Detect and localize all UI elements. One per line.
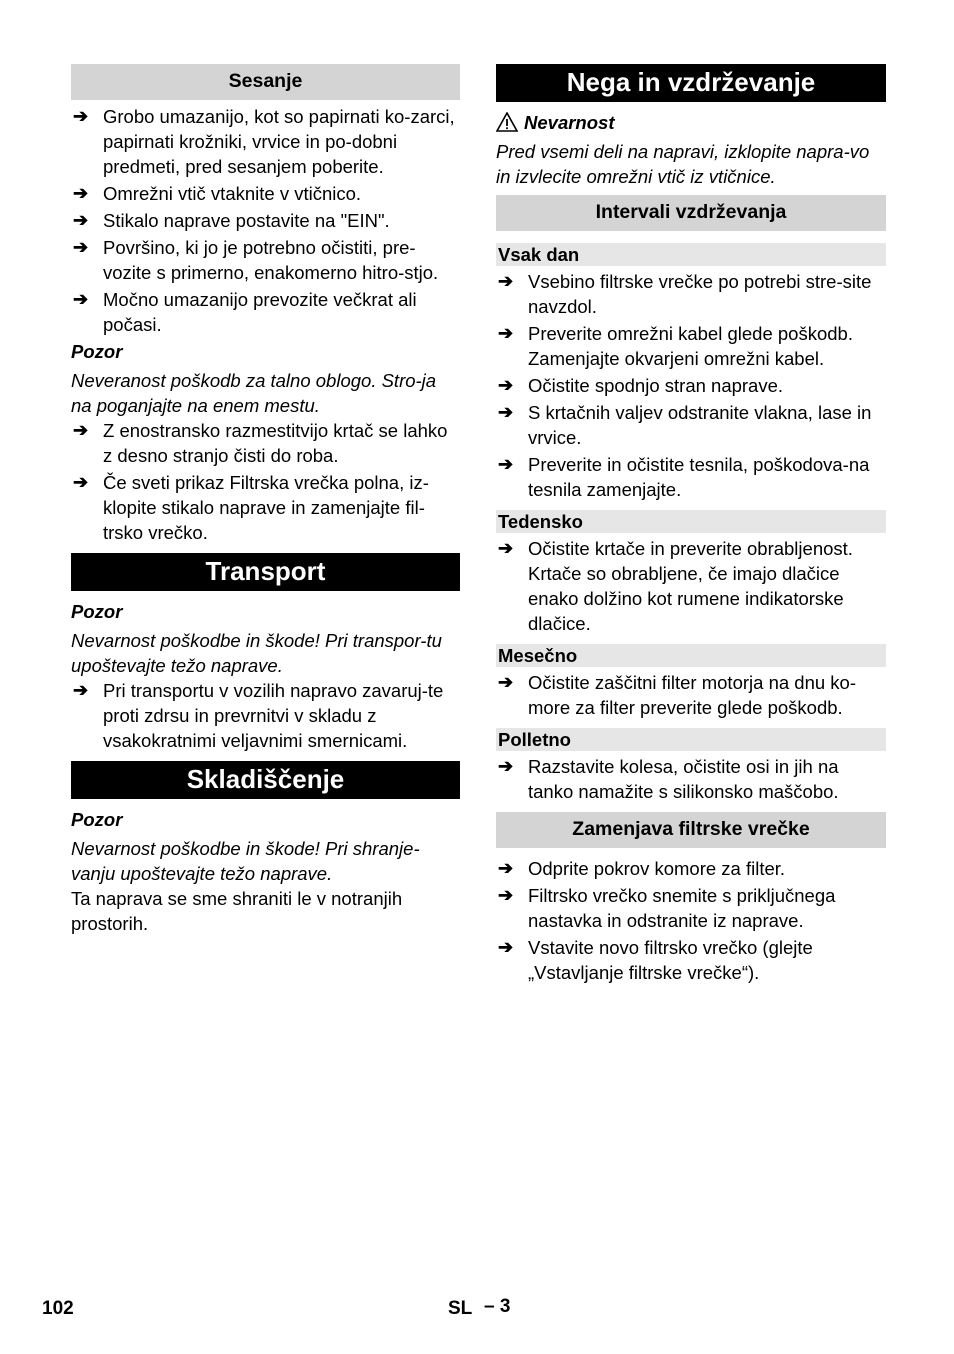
arrow-right-icon: ➔ [73, 420, 89, 440]
section-heading-sesanje: Sesanje [71, 64, 460, 100]
subheading-daily: Vsak dan [496, 243, 886, 266]
subheading-yearly: Polletno [496, 728, 886, 751]
list-item: ➔ Preverite omrežni kabel glede poškodb. Zamenjajte okvarjeni omrežni kabel. [498, 323, 853, 369]
list-item: ➔ Stikalo naprave postavite na "EIN". [73, 210, 390, 231]
warning-triangle-icon [496, 112, 518, 132]
danger-title: Nevarnost [524, 112, 615, 133]
list-item: ➔ Vsebino filtrske vrečke po potrebi stre-site navzdol. [498, 271, 872, 317]
monthly-list [496, 670, 886, 720]
section-heading-transport: Transport [71, 553, 460, 591]
section-heading-filter: Zamenjava filtrske vrečke [496, 812, 886, 848]
note-title: Pozor [71, 601, 123, 622]
list-item: ➔ Očistite zaščitni filter motorja na dnu ko-more za filter preverite glede poškodb. [498, 672, 856, 718]
arrow-right-icon: ➔ [498, 672, 514, 692]
list-item: ➔ Pri transportu v vozilih napravo zavaruj-te proti zdrsu in prevrnitvi v skladu z vsakokratnimi veljavnimi smernicami. [73, 680, 444, 751]
arrow-right-icon: ➔ [498, 271, 514, 291]
list-item: ➔ Vstavite novo filtrsko vrečko (glejte „Vstavljanje filtrske vrečke“). [498, 937, 813, 983]
arrow-right-icon: ➔ [498, 402, 514, 422]
danger-text: Pred vsemi deli na napravi, izklopite napra-vo in izvlecite omrežni vtič iz vtičnice. [496, 141, 870, 187]
list-item: ➔ Filtrsko vrečko snemite s priključnega nastavka in odstranite iz naprave. [498, 885, 836, 931]
page-number: 102 [42, 1298, 74, 1319]
arrow-right-icon: ➔ [498, 323, 514, 343]
section-heading-skladiscenje: Skladiščenje [71, 761, 460, 799]
list-item: ➔ Površino, ki jo je potrebno očistiti, pre-vozite s primerno, enakomerno hitro-stjo. [73, 237, 439, 283]
yearly-list [496, 754, 886, 804]
arrow-right-icon: ➔ [498, 375, 514, 395]
list-item: ➔ Grobo umazanijo, kot so papirnati ko-zarci, papirnati krožniki, vrvice in po-dobni predmeti, pred sesanjem poberite. [73, 106, 455, 177]
arrow-right-icon: ➔ [498, 885, 514, 905]
right-column [496, 64, 886, 987]
arrow-right-icon: ➔ [498, 538, 514, 558]
list-item: ➔ Z enostransko razmestitvijo krtač se lahko z desno stranjo čisti do roba. [73, 420, 448, 466]
list-item: ➔ Očistite spodnjo stran naprave. [498, 375, 784, 396]
arrow-right-icon: ➔ [73, 237, 89, 257]
transport-list [71, 678, 460, 753]
list-item: ➔ Če sveti prikaz Filtrska vrečka polna, iz-klopite stikalo naprave in zamenjajte fil-trsko vrečko. [73, 472, 429, 543]
subheading-weekly: Tedensko [496, 510, 886, 533]
list-item: ➔ Omrežni vtič vtaknite v vtičnico. [73, 183, 362, 204]
list-item: ➔ S krtačnih valjev odstranite vlakna, lase in vrvice. [498, 402, 872, 448]
language-code: SL [448, 1298, 473, 1319]
weekly-list [496, 536, 886, 636]
arrow-right-icon: ➔ [73, 106, 89, 126]
arrow-right-icon: ➔ [73, 680, 89, 700]
list-item: ➔ Odprite pokrov komore za filter. [498, 858, 786, 879]
arrow-right-icon: ➔ [73, 210, 89, 230]
list-item: ➔ Močno umazanijo prevozite večkrat ali počasi. [73, 289, 417, 335]
note-title: Pozor [71, 809, 123, 830]
subheading-monthly: Mesečno [496, 644, 886, 667]
section-page: – 3 [484, 1296, 511, 1317]
section-heading-nega: Nega in vzdrževanje [496, 64, 886, 102]
list-item: ➔ Razstavite kolesa, očistite osi in jih na tanko namažite s silikonsko maščobo. [498, 756, 839, 802]
filter-list [496, 856, 886, 985]
note-text: Neveranost poškodb za talno oblogo. Stro-ja na poganjajte na enem mestu. [71, 370, 437, 416]
arrow-right-icon: ➔ [73, 183, 89, 203]
note-text: Nevarnost poškodbe in škode! Pri shranje-vanju upoštevajte težo naprave. [71, 838, 420, 884]
daily-list [496, 269, 886, 502]
arrow-right-icon: ➔ [498, 756, 514, 776]
arrow-right-icon: ➔ [498, 937, 514, 957]
arrow-right-icon: ➔ [498, 454, 514, 474]
list-item: ➔ Očistite krtače in preverite obrabljenost. Krtače so obrabljene, če imajo dlačice enako dolžino kot rumene indikatorske dlačice. [498, 538, 853, 634]
note-text: Nevarnost poškodbe in škode! Pri transpor-tu upoštevajte težo naprave. [71, 630, 442, 676]
left-column [71, 64, 460, 936]
sesanje-list [71, 104, 460, 337]
sesanje-list-2 [71, 418, 460, 545]
arrow-right-icon: ➔ [73, 289, 89, 309]
arrow-right-icon: ➔ [73, 472, 89, 492]
list-item: ➔ Preverite in očistite tesnila, poškodova-na tesnila zamenjajte. [498, 454, 870, 500]
arrow-right-icon: ➔ [498, 858, 514, 878]
storage-text: Ta naprava se sme shraniti le v notranjih prostorih. [71, 888, 403, 934]
danger-title-row [496, 110, 886, 135]
note-title: Pozor [71, 341, 123, 362]
section-heading-intervals: Intervali vzdrževanja [496, 195, 886, 231]
